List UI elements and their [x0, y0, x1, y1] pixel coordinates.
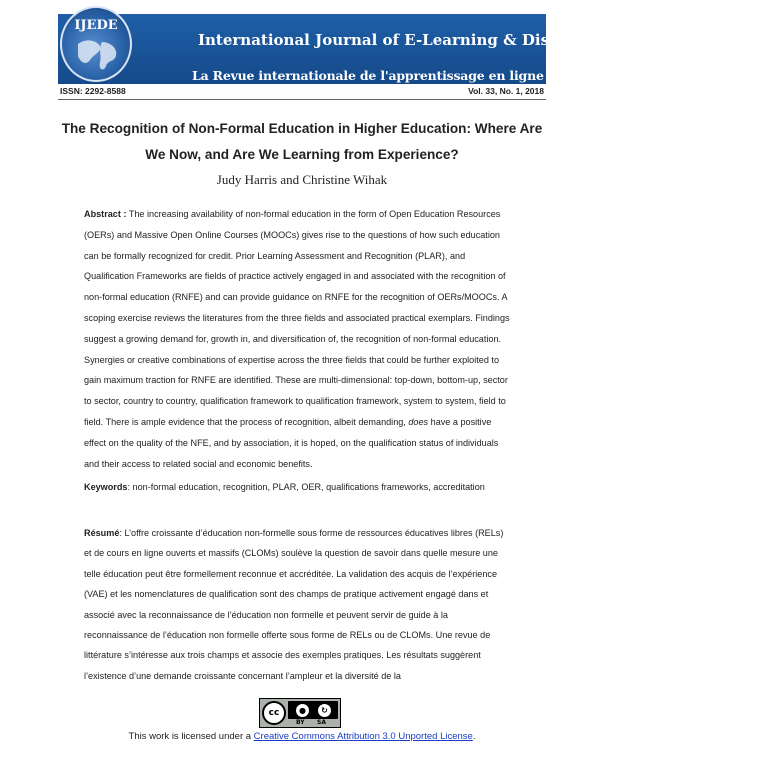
license-prefix: This work is licensed under a [128, 731, 254, 742]
attribution-icon: ● [296, 704, 309, 717]
resume-text: : L’offre croissante d’éducation non-formelle sous forme de ressources éducatives libres (RELs) et de cours en ligne ouverts et massifs (CLOMs) soulève la question de savoir dans quelle mesure une telle éducation peut être formellement reconnue et accréditée. La validation des acquis de l’expérience (VAE) et les nomenclatures de qualification sont des champs de pratique activement engagé dans et associé avec la reconnaissance de l’éducation non formelle et peuvent servir de guide à la reconnaissance de l’éducation non formelle offerte sous forme de RELs ou de CLOMs. Une revue de littérature s’intéresse aux trois champs et associe des exemples pratiques. Les résultats suggèrent l’existence d’une demande croissante concernant l’ampleur et la diversité de la [84, 528, 504, 681]
keywords-label: Keywords [84, 482, 128, 492]
cc-license-badge[interactable] [259, 698, 341, 728]
abstract-emphasis: does [408, 416, 429, 427]
share-alike-icon: ↻ [318, 704, 331, 717]
volume-issue: Vol. 33, No. 1, 2018 [468, 86, 544, 96]
abstract-text: The increasing availability of non-formal education in the form of Open Education Resources (OERs) and Massive Open Online Courses (MOOCs) gives rise to the questions of how such education can be formally recognized for credit. Prior Learning Assessment and Recognition (PLAR), and Qualification Frameworks are fields of practice actively engaged in and associated with the recognition of non-formal education (RNFE) and can provide guidance on RNFE for the recognition of OERs/MOOCs. A scoping exercise reviews the literatures from the three fields and associated practical exemplars. Findings suggest a growing demand for, growth in, and diversification of, the recognition of non-formal education. Synergies or creative combinations of expertise across the three fields that could be further exploited to gain maximum traction for RNFE are identified. These are multi-dimensional: top-down, bottom-up, sector to sector, country to country, qualification framework to qualification framework, system to system, field to field. There is ample evidence that the process of recognition, albeit demanding, [84, 209, 510, 427]
cc-badge-strip [288, 701, 338, 719]
abstract [84, 204, 512, 474]
journal-title-french: La Revue internationale de l'apprentissage en ligne et de l'enseignement à distance [192, 68, 764, 83]
keywords [84, 478, 512, 496]
globe-icon [72, 36, 124, 76]
license-statement [60, 731, 544, 742]
resume-label: Résumé [84, 528, 120, 538]
cc-icon: cc [262, 701, 286, 725]
logo-text: IJEDE [74, 18, 118, 33]
license-suffix: . [472, 731, 476, 742]
issn: ISSN: 2292-8588 [60, 86, 126, 96]
article-authors: Judy Harris and Christine Wihak [216, 172, 388, 187]
license-link[interactable]: Creative Commons Attribution 3.0 Unported License [253, 731, 473, 742]
journal-logo [60, 6, 132, 82]
journal-title-english: International Journal of E-Learning & Distance Education [198, 31, 686, 49]
cc-sa-label: SA [317, 719, 326, 726]
abstract-text-end: have a positive effect on the quality of the NFE, and by association, it is hoped, on the qualification status of individuals and their access to related social and economic benefits. [84, 416, 499, 469]
cc-by-label: BY [296, 719, 305, 726]
resume [84, 523, 512, 686]
abstract-label: Abstract : [84, 209, 127, 219]
header-divider [58, 99, 546, 100]
keywords-text: : non-formal education, recognition, PLAR, OER, qualifications frameworks, accreditation [127, 482, 485, 492]
article-title: The Recognition of Non-Formal Education in Higher Education: Where Are We Now, and Are We Learning from Experience? [61, 121, 543, 162]
